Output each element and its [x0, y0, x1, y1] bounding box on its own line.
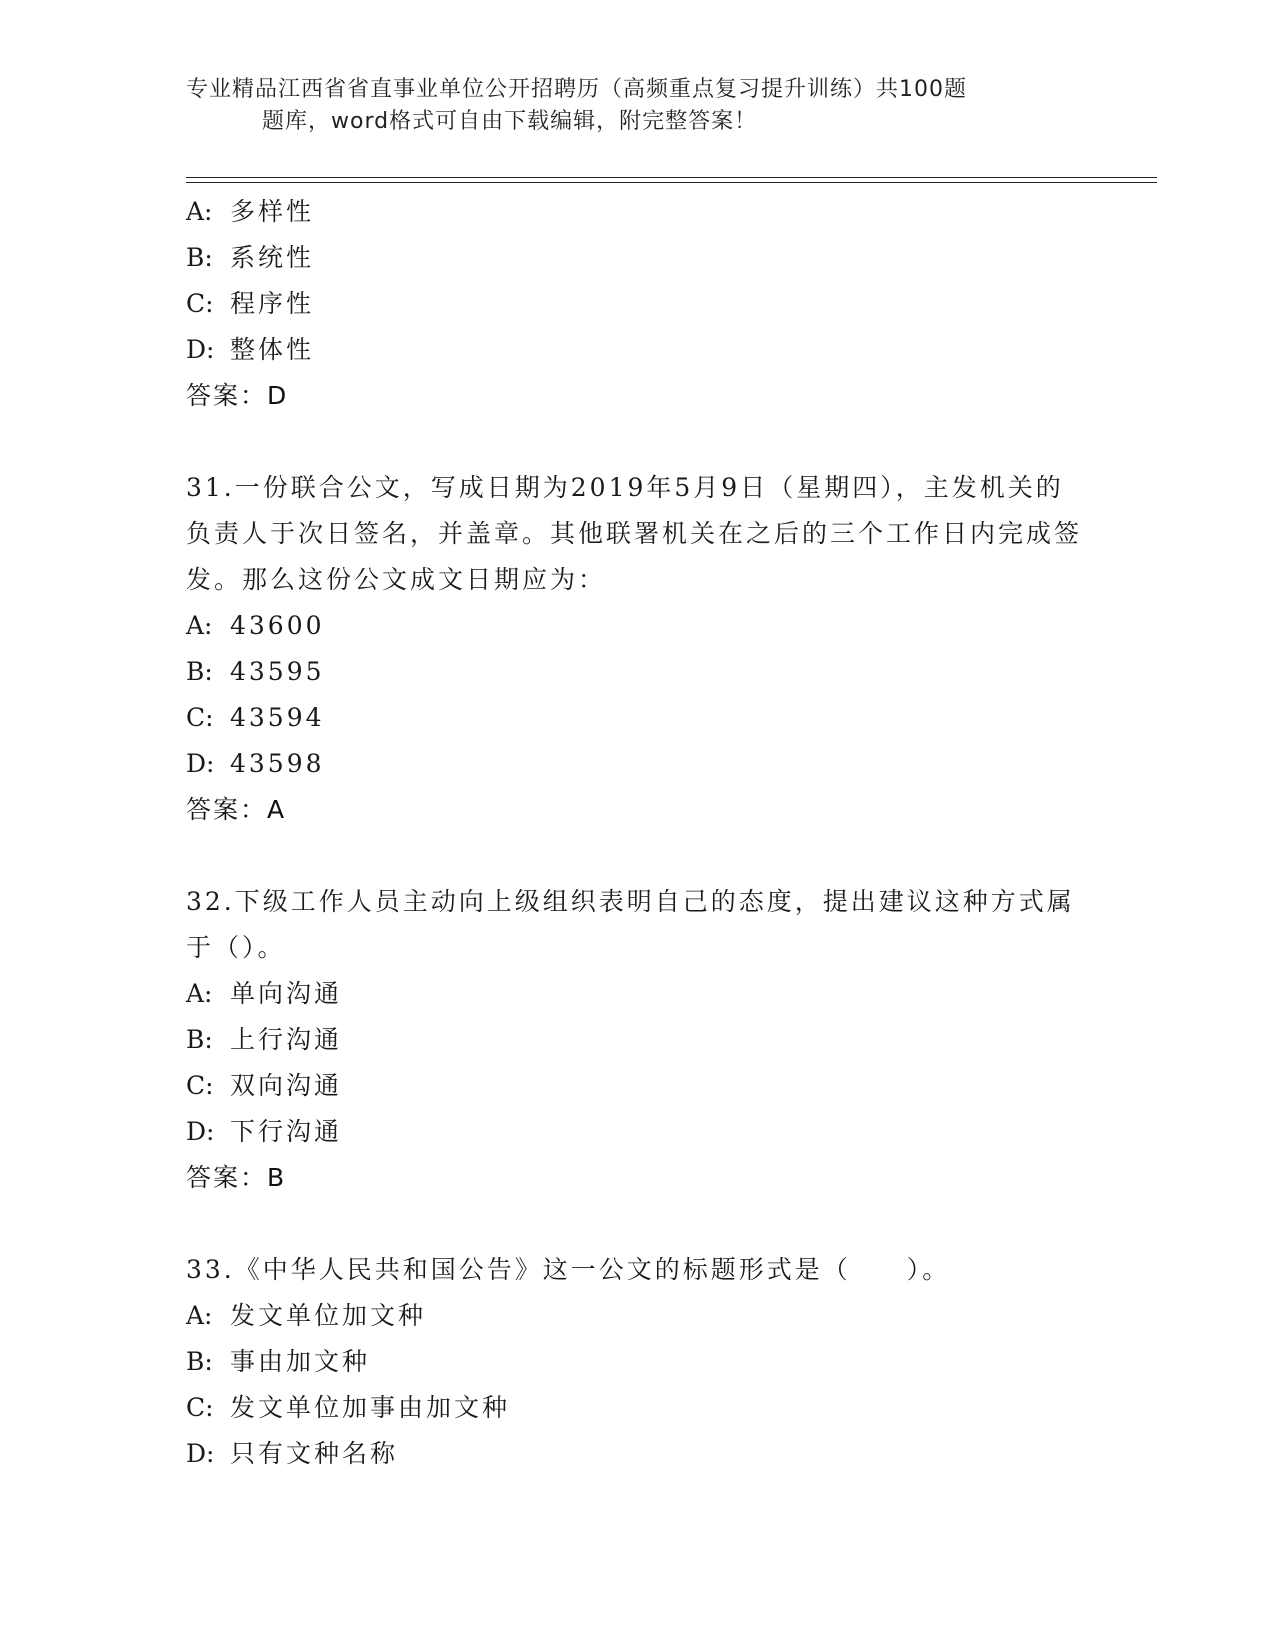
header-rule-bottom	[186, 182, 1157, 183]
option-d	[186, 1109, 1086, 1155]
question-block	[186, 1247, 1086, 1477]
option-d	[186, 327, 1086, 373]
option-c	[186, 1385, 1086, 1431]
spacer	[186, 1201, 1086, 1247]
option-key: C:	[186, 703, 214, 732]
option-text: 事由加文种	[230, 1347, 371, 1376]
option-c	[186, 695, 1086, 741]
option-a	[186, 603, 1086, 649]
header-title-line1: 专业精品江西省省直事业单位公开招聘历（高频重点复习提升训练）共100题	[186, 77, 967, 102]
option-text: 程序性	[230, 289, 315, 318]
option-b	[186, 235, 1086, 281]
option-text: 43600	[230, 611, 325, 640]
option-key: B:	[186, 657, 213, 686]
option-d	[186, 741, 1086, 787]
question-text: 33.《中华人民共和国公告》这一公文的标题形式是（ ）。	[186, 1255, 951, 1284]
option-c	[186, 281, 1086, 327]
option-key: D:	[186, 335, 215, 364]
option-key: C:	[186, 1393, 214, 1422]
option-text: 系统性	[230, 243, 315, 272]
spacer	[186, 833, 1086, 879]
question-block	[186, 879, 1086, 1201]
option-key: B:	[186, 1347, 213, 1376]
answer-line: 答案：D	[186, 381, 289, 410]
option-text: 单向沟通	[230, 979, 343, 1008]
option-a	[186, 189, 1086, 235]
option-b	[186, 1339, 1086, 1385]
option-text: 多样性	[230, 197, 315, 226]
option-text: 下行沟通	[230, 1117, 343, 1146]
question-block	[186, 189, 1086, 419]
answer-line: 答案：A	[186, 795, 287, 824]
option-c	[186, 1063, 1086, 1109]
option-text: 发文单位加事由加文种	[230, 1393, 511, 1422]
document-header	[186, 74, 1046, 138]
option-key: D:	[186, 1117, 215, 1146]
option-key: A:	[186, 611, 213, 640]
option-key: C:	[186, 1071, 214, 1100]
option-text: 只有文种名称	[230, 1439, 399, 1468]
option-key: B:	[186, 243, 213, 272]
option-key: C:	[186, 289, 214, 318]
question-text: 31.一份联合公文，写成日期为2019年5月9日（星期四），主发机关的负责人于次日签名，并盖章。其他联署机关在之后的三个工作日内完成签发。那么这份公文成文日期应为：	[186, 473, 1083, 594]
option-text: 43594	[230, 703, 325, 732]
option-a	[186, 971, 1086, 1017]
option-text: 发文单位加文种	[230, 1301, 427, 1330]
option-text: 43595	[230, 657, 325, 686]
header-rule-top	[186, 177, 1157, 178]
option-text: 上行沟通	[230, 1025, 343, 1054]
option-a	[186, 1293, 1086, 1339]
question-text: 32.下级工作人员主动向上级组织表明自己的态度，提出建议这种方式属于（）。	[186, 887, 1075, 962]
option-d	[186, 1431, 1086, 1477]
header-title-line2: 题库，word格式可自由下载编辑，附完整答案！	[262, 109, 758, 134]
spacer	[186, 419, 1086, 465]
option-key: A:	[186, 979, 213, 1008]
question-block	[186, 465, 1086, 833]
option-key: A:	[186, 197, 213, 226]
option-key: B:	[186, 1025, 213, 1054]
option-text: 43598	[230, 749, 325, 778]
answer-line: 答案：B	[186, 1163, 287, 1192]
option-b	[186, 649, 1086, 695]
option-key: D:	[186, 1439, 215, 1468]
question-list	[186, 189, 1086, 1477]
option-text: 整体性	[230, 335, 315, 364]
option-key: D:	[186, 749, 215, 778]
option-key: A:	[186, 1301, 213, 1330]
option-b	[186, 1017, 1086, 1063]
option-text: 双向沟通	[230, 1071, 343, 1100]
